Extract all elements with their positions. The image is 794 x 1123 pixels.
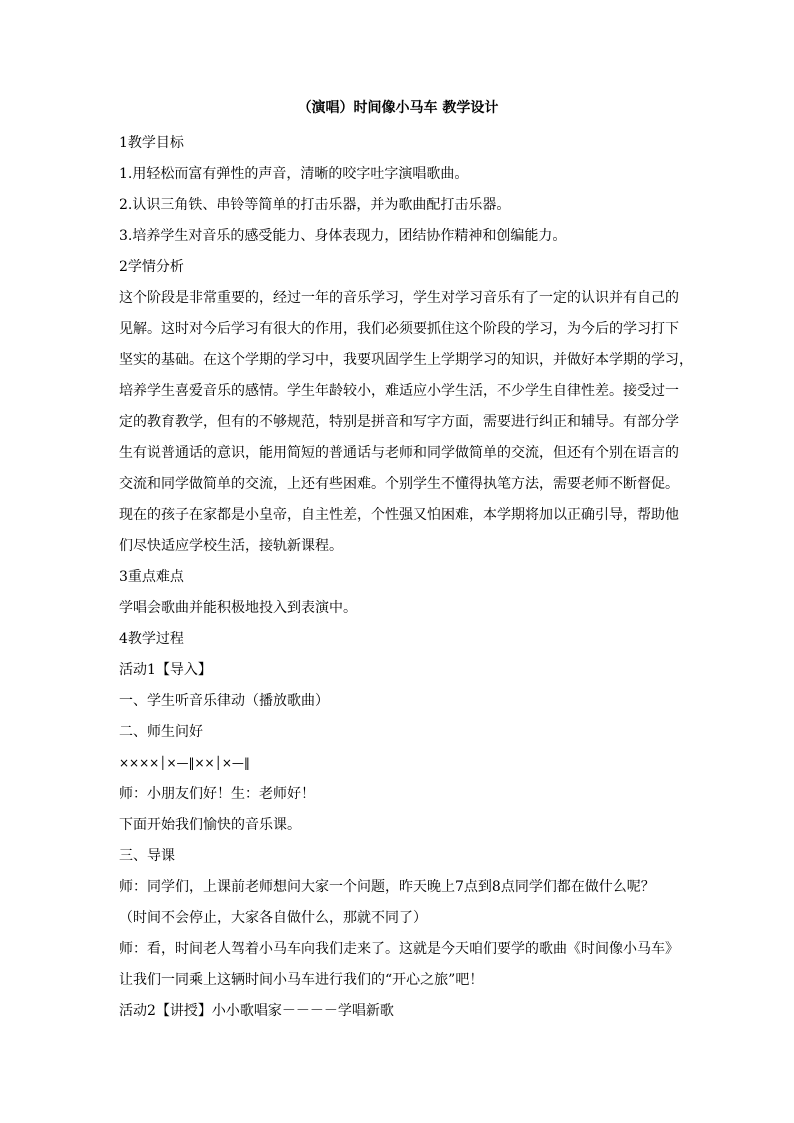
analysis-line: 见解。这时对今后学习有很大的作用，我们必须要抓住这个阶段的学习，为今后的学习打下 xyxy=(119,321,679,337)
teacher-intro-line-2: 让我们一同乘上这辆时间小马车进行我们的“开心之旅”吧！ xyxy=(119,972,484,988)
document-page xyxy=(119,98,693,1027)
step-3-text: 三、导课 xyxy=(119,848,175,864)
objective-item-1: 1.用轻松而富有弹性的声音，清晰的咬字吐字演唱歌曲。 xyxy=(119,166,469,182)
objective-item-2: 2.认识三角铁、串铃等简单的打击乐器，并为歌曲配打击乐器。 xyxy=(119,197,511,213)
rhythm-notation: ××××│×—‖××│×—‖ xyxy=(119,756,250,770)
analysis-line: 交流和同学做简单的交流，上还有些困难。个别学生不懂得执笔方法，需要老师不断督促。 xyxy=(119,476,679,492)
teacher-question: 师：同学们，上课前老师想问大家一个问题，昨天晚上7点到8点同学们都在做什么呢？ xyxy=(119,879,655,895)
objective-item-3: 3.培养学生对音乐的感受能力、身体表现力，团结协作精神和创编能力。 xyxy=(119,228,567,244)
answer-note: （时间不会停止，大家各自做什么，那就不同了） xyxy=(119,910,427,926)
section-heading-key-points: 3重点难点 xyxy=(119,569,184,585)
analysis-paragraph xyxy=(119,283,693,562)
document-title: （演唱）时间像小马车 教学设计 xyxy=(297,100,499,116)
key-points-text: 学唱会歌曲并能积极地投入到表演中。 xyxy=(119,600,357,616)
step-1-text: 一、学生听音乐律动（播放歌曲） xyxy=(119,693,329,709)
start-text: 下面开始我们愉快的音乐课。 xyxy=(119,817,301,833)
activity-1-heading: 活动1【导入】 xyxy=(119,662,212,678)
step-2-text: 二、师生问好 xyxy=(119,724,203,740)
section-heading-analysis: 2学情分析 xyxy=(119,259,184,275)
analysis-line: 培养学生喜爱音乐的感情。学生年龄较小，难适应小学生活，不少学生自律性差。接受过一 xyxy=(119,383,679,399)
section-heading-process: 4教学过程 xyxy=(119,631,184,647)
analysis-line: 坚实的基础。在这个学期的学习中，我要巩固学生上学期学习的知识，并做好本学期的学习， xyxy=(119,352,693,368)
analysis-line: 现在的孩子在家都是小皇帝，自主性差，个性强又怕困难，本学期将加以正确引导，帮助他 xyxy=(119,507,679,523)
section-heading-objectives: 1教学目标 xyxy=(119,135,184,151)
analysis-line: 这个阶段是非常重要的，经过一年的音乐学习，学生对学习音乐有了一定的认识并有自己的 xyxy=(119,290,679,306)
analysis-line: 生有说普通话的意识，能用简短的普通话与老师和同学做简单的交流，但还有个别在语言的 xyxy=(119,445,679,461)
analysis-line: 们尽快适应学校生活，接轨新课程。 xyxy=(119,538,343,554)
activity-2-heading: 活动2【讲授】小小歌唱家－－－－学唱新歌 xyxy=(119,1003,394,1019)
greeting-text: 师：小朋友们好！生：老师好！ xyxy=(119,786,315,802)
teacher-intro-line-1: 师：看，时间老人驾着小马车向我们走来了。这就是今天咱们要学的歌曲《时间像小马车》 xyxy=(119,941,679,957)
analysis-line: 定的教育教学，但有的不够规范，特别是拼音和写字方面，需要进行纠正和辅导。有部分学 xyxy=(119,414,679,430)
